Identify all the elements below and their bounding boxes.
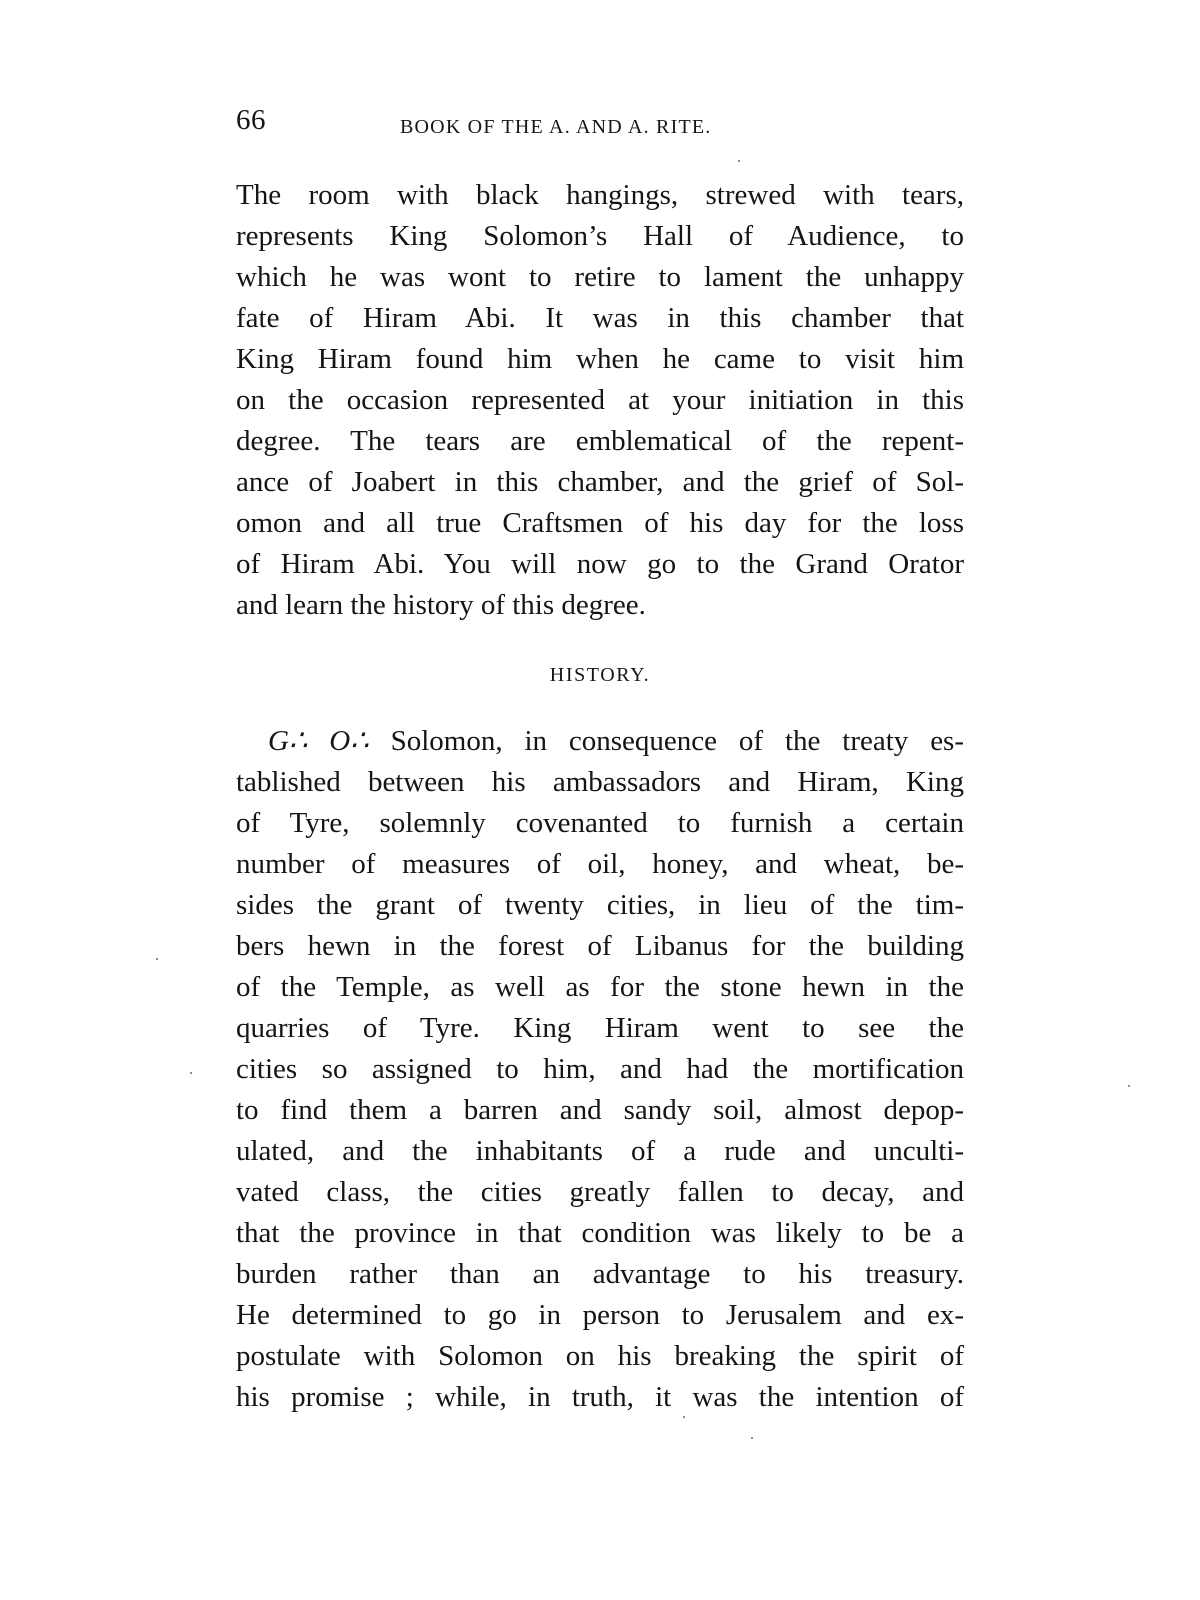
text-line: He determined to go in person to Jerusalem and ex-	[236, 1299, 964, 1331]
text-line: tablished between his ambassadors and Hiram, King	[236, 766, 964, 798]
page-number: 66	[236, 104, 266, 136]
text-line: The room with black hangings, strewed with tears,	[236, 179, 964, 211]
text-line: omon and all true Craftsmen of his day for the loss	[236, 507, 964, 539]
text-line: postulate with Solomon on his breaking the spirit of	[236, 1340, 964, 1372]
text-line: ulated, and the inhabitants of a rude and unculti-	[236, 1135, 964, 1167]
text-line: burden rather than an advantage to his treasury.	[236, 1258, 964, 1290]
text-line: represents King Solomon’s Hall of Audience, to	[236, 220, 964, 252]
text-line-first	[236, 721, 964, 762]
paper-speck	[738, 160, 740, 162]
text-line: on the occasion represented at your initiation in this	[236, 384, 964, 416]
paper-speck	[156, 958, 158, 960]
text-line: that the province in that condition was likely to be a	[236, 1217, 964, 1249]
paper-speck	[190, 1072, 192, 1074]
text-line: King Hiram found him when he came to visit him	[236, 343, 964, 375]
running-head: BOOK OF THE A. AND A. RITE.	[400, 116, 712, 138]
paragraph-1	[236, 175, 964, 626]
text-line: which he was wont to retire to lament the unhappy	[236, 261, 964, 293]
text-line: number of measures of oil, honey, and wheat, be-	[236, 848, 964, 880]
text-line: of the Temple, as well as for the stone hewn in the	[236, 971, 964, 1003]
text-line: vated class, the cities greatly fallen to decay, and	[236, 1176, 964, 1208]
page-header	[236, 104, 976, 144]
text-line: degree. The tears are emblematical of the repent-	[236, 425, 964, 457]
paper-speck	[751, 1437, 753, 1439]
text-line: quarries of Tyre. King Hiram went to see the	[236, 1012, 964, 1044]
paragraph-2	[236, 721, 964, 1418]
text-line: sides the grant of twenty cities, in lieu of the tim-	[236, 889, 964, 921]
paper-speck	[683, 1416, 685, 1418]
text-line: of Hiram Abi. You will now go to the Grand Orator	[236, 548, 964, 580]
text-line: his promise ; while, in truth, it was the intention of	[236, 1381, 964, 1413]
text-line: bers hewn in the forest of Libanus for the building	[236, 930, 964, 962]
paper-speck	[1128, 1085, 1130, 1087]
first-line-text: Solomon, in consequence of the treaty es-	[368, 725, 965, 757]
text-line: and learn the history of this degree.	[236, 589, 646, 621]
text-line: cities so assigned to him, and had the mortification	[236, 1053, 964, 1085]
speaker-label: G∴ O∴	[268, 725, 369, 757]
section-heading-history: HISTORY.	[549, 664, 651, 686]
text-line: to find them a barren and sandy soil, almost depop-	[236, 1094, 964, 1126]
text-line: fate of Hiram Abi. It was in this chamber that	[236, 302, 964, 334]
text-line: ance of Joabert in this chamber, and the grief of Sol-	[236, 466, 964, 498]
text-line: of Tyre, solemnly covenanted to furnish a certain	[236, 807, 964, 839]
